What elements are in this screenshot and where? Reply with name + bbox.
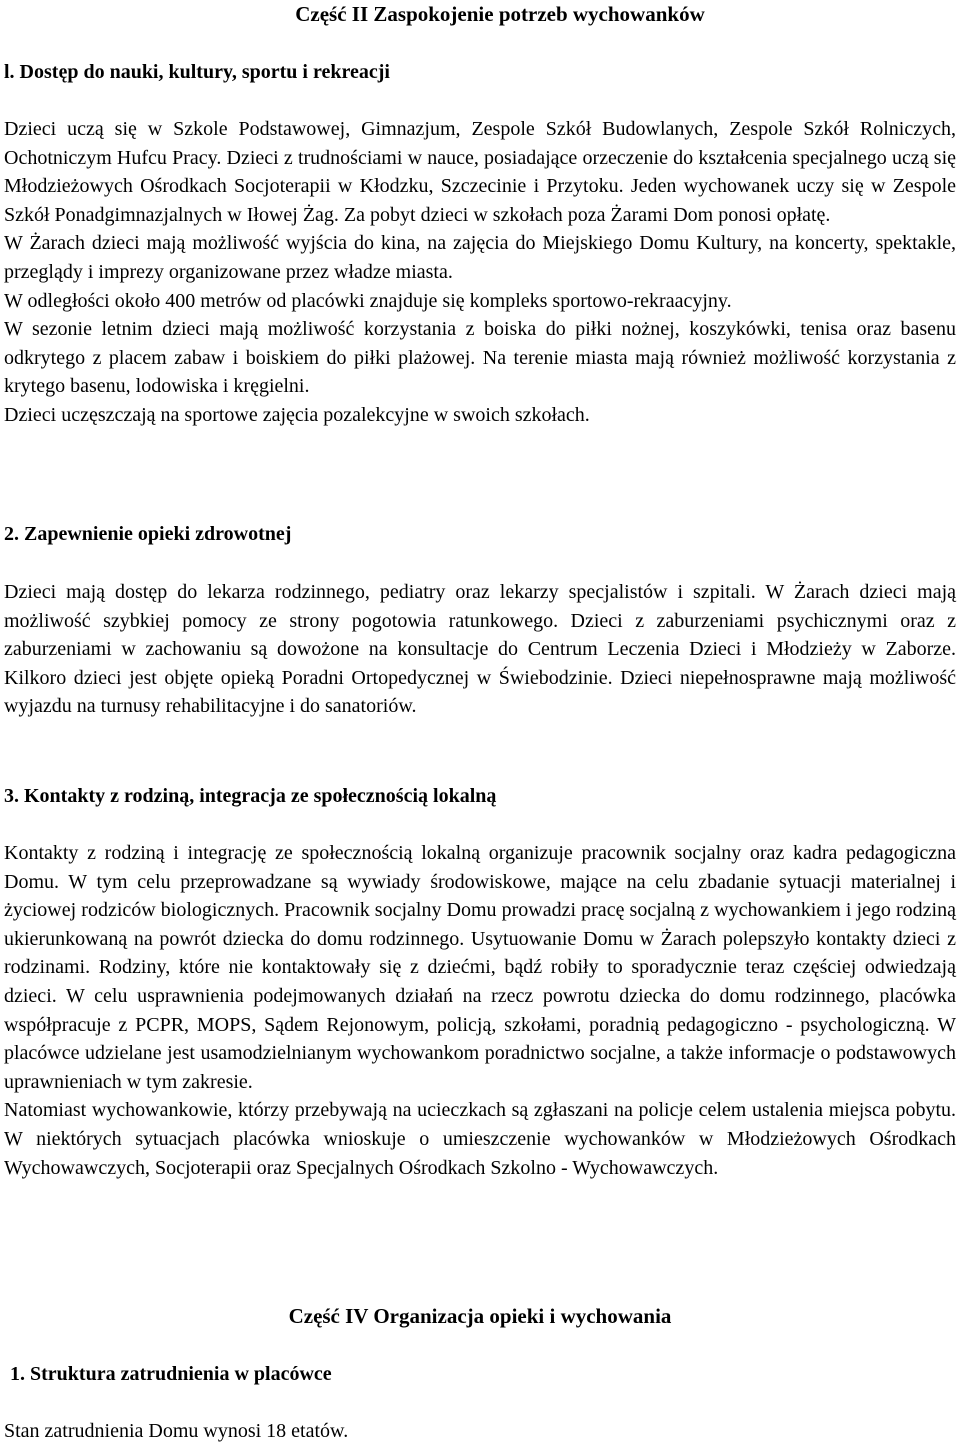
paragraph: W odległości około 400 metrów od placówki znajduje się kompleks sportowo-rekraacyjny. <box>4 289 732 312</box>
paragraph: Stan zatrudnienia Domu wynosi 18 etatów. <box>4 1420 349 1442</box>
section-heading: 1. Struktura zatrudnienia w placówce <box>10 1363 332 1385</box>
paragraph: Kontakty z rodziną i integrację ze społecznością lokalną organizuje pracownik socjalny oraz kadra pedagogiczna Domu. W tym celu przeprowadzane są wywiady środowiskowe, mające na celu zbadanie sytuacji materialnej i życiowej rodziców biologicznych. Pracownik socjalny Domu prowadzi pracę socjalną z wychowankiem i jego rodziną ukierunkowaną na powrót dziecka do domu rodzinnego. Usytuowanie Domu w Żarach polepszyło kontakty dzieci z rodzinami. Rodziny, które nie kontaktowały się z dziećmi, bądź robiły to sporadycznie teraz częściej odwiedzają dzieci. W celu usprawnienia podejmowanych działań na rzecz powrotu dziecka do domu rodzinnego, placówka współpracuje z PCPR, MOPS, Sądem Rejonowym, policją, szkołami, poradnią pedagogiczno - psychologiczną. W placówce udzielane jest usamodzielnianym wychowankom poradnictwo socjalne, a także informacje o podstawowych uprawnieniach w tym zakresie. <box>4 842 956 1093</box>
paragraph: Dzieci uczęszczają na sportowe zajęcia pozalekcyjne w swoich szkołach. <box>4 403 590 426</box>
paragraph: W sezonie letnim dzieci mają możliwość korzystania z boiska do piłki nożnej, koszykówki, tenisa oraz basenu odkrytego z placem zabaw i boiskiem do piłki plażowej. Na terenie miasta mają również możliwość korzystania z krytego basenu, lodowiska i kręgielni. <box>4 318 956 398</box>
paragraph: Dzieci uczą się w Szkole Podstawowej, Gimnazjum, Zespole Szkół Budowlanych, Zespole Szkół Rolniczych, Ochotniczym Hufcu Pracy. Dzieci z trudnościami w nauce, posiadające orzeczenie do kształcenia specjalnego uczą się Młodzieżowych Ośrodkach Socjoterapii w Kłodzku, Szczecinie i Przytoku. Jeden wychowanek uczy się w Zespole Szkół Ponadgimnazjalnych w Iłowej Żag. Za pobyt dzieci w szkołach poza Żarami Dom ponosi opłatę. <box>4 118 956 226</box>
section-heading: l. Dostęp do nauki, kultury, sportu i rekreacji <box>4 61 390 83</box>
section-body <box>4 578 956 721</box>
section-body <box>4 839 956 1182</box>
section-body <box>4 115 956 430</box>
section-body <box>4 1417 956 1446</box>
paragraph: W Żarach dzieci mają możliwość wyjścia do kina, na zajęcia do Miejskiego Domu Kultury, na koncerty, spektakle, przeglądy i imprezy organizowane przez władze miasta. <box>4 232 956 283</box>
section-heading: 3. Kontakty z rodziną, integracja ze społecznością lokalną <box>4 785 497 807</box>
section-heading: 2. Zapewnienie opieki zdrowotnej <box>4 523 292 545</box>
part-title: Część IV Organizacja opieki i wychowania <box>288 1304 672 1328</box>
paragraph: Natomiast wychowankowie, którzy przebywają na ucieczkach są zgłaszani na policje celem ustalenia miejsca pobytu. W niektórych sytuacjach placówka wnioskuje o umieszczenie wychowanków w Młodzieżowych Ośrodkach Wychowawczych, Socjoterapii oraz Specjalnych Ośrodkach Szkolno - Wychowawczych. <box>4 1099 956 1179</box>
part-title: Część II Zaspokojenie potrzeb wychowanków <box>295 2 705 26</box>
paragraph: Dzieci mają dostęp do lekarza rodzinnego, pediatry oraz lekarzy specjalistów i szpitali. W Żarach dzieci mają możliwość szybkiej pomocy ze strony pogotowia ratunkowego. Dzieci z zaburzeniami psychicznymi oraz z zaburzeniami w zachowaniu są dowożone na konsultacje do Centrum Leczenia Dzieci i Młodzieży w Zaborze. Kilkoro dzieci jest objęte opieką Poradni Ortopedycznej w Świebodzinie. Dzieci niepełnosprawne mają możliwość wyjazdu na turnusy rehabilitacyjne i do sanatoriów. <box>4 581 956 718</box>
